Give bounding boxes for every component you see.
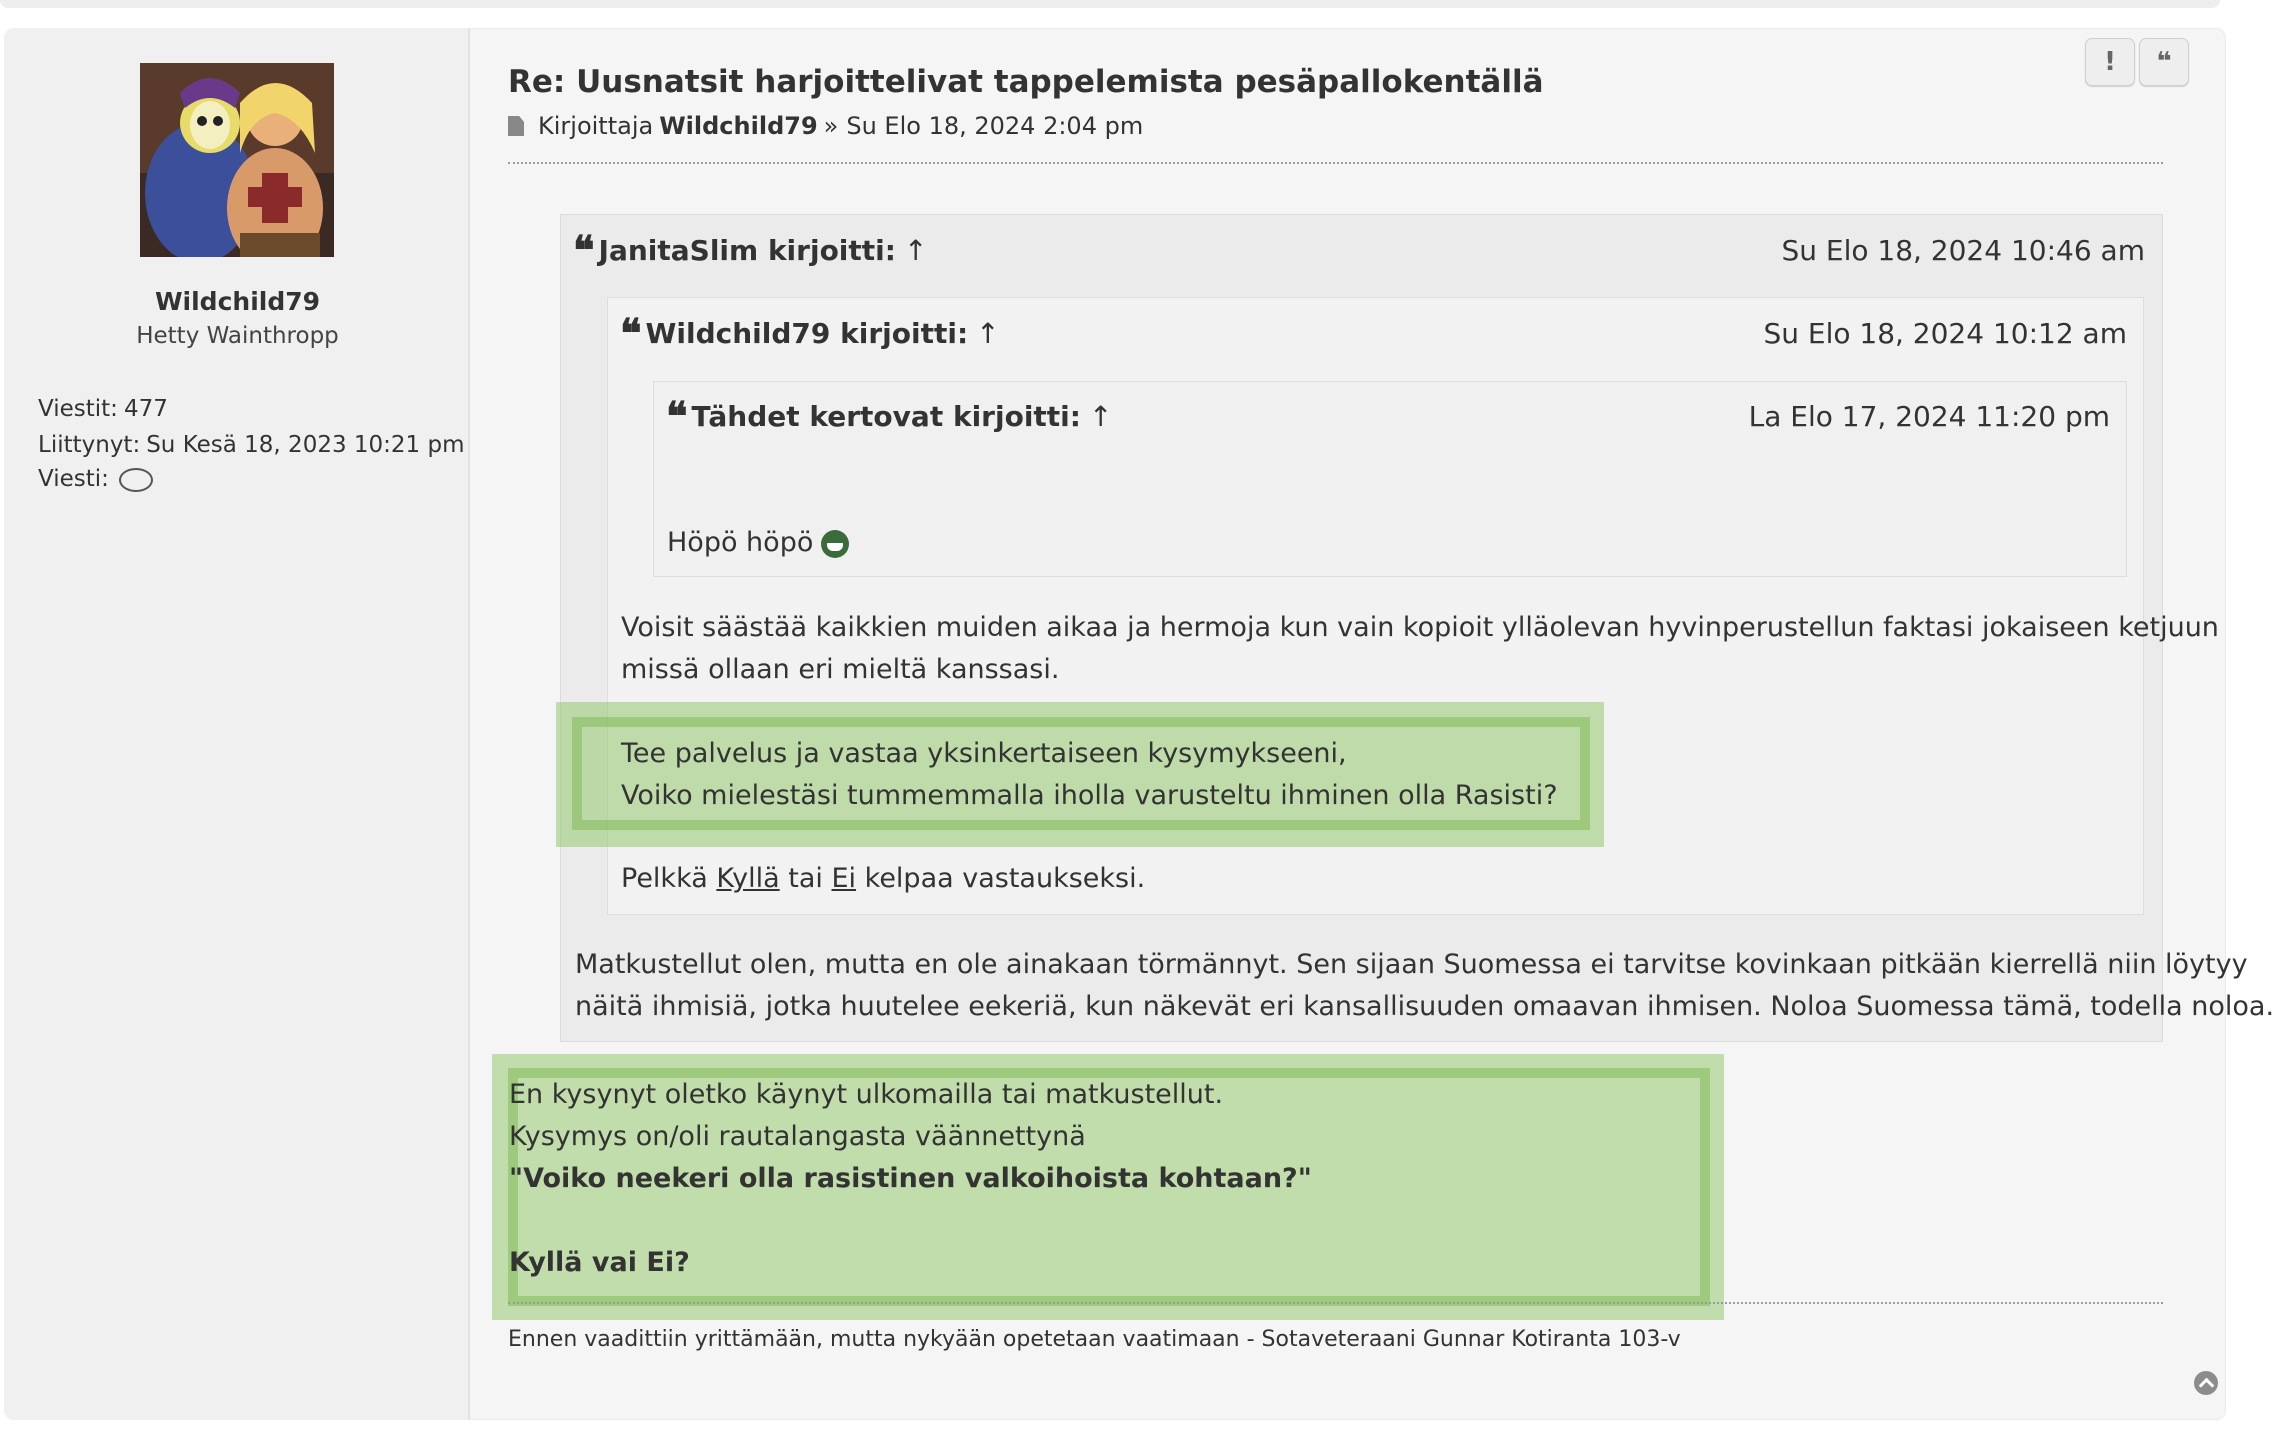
quote-line: Tee palvelus ja vastaa yksinkertaiseen kysymykseeni,: [621, 738, 1347, 769]
post-author[interactable]: Wildchild79: [659, 112, 818, 140]
header-divider: [508, 162, 2163, 164]
quote-word: tai: [788, 863, 823, 894]
quote-word-emphasis: Kyllä: [716, 863, 780, 894]
report-button[interactable]: [2085, 38, 2135, 86]
quote-line: Matkustellut olen, mutta en ole ainakaan törmännyt. Sen sijaan Suomessa ei tarvitse kovinkaan pitkään kierrellä niin löytyy: [575, 949, 2248, 980]
quote-icon: ❝: [2156, 47, 2172, 77]
message-icon[interactable]: [119, 468, 153, 492]
quote-mark-icon: ❝: [620, 309, 638, 357]
avatar-image: [140, 63, 334, 257]
quote-header: [620, 309, 1000, 357]
signature-divider: [508, 1302, 2163, 1304]
quote-paragraph-highlighted: [621, 733, 1558, 817]
signature: Ennen vaadittiin yrittämään, mutta nykyään opetetaan vaatimaan - Sotaveteraani Gunnar Kotiranta 103-v: [508, 1327, 1681, 1352]
profile-posts: [38, 396, 168, 422]
quote-author[interactable]: JanitaSlim kirjoitti:: [598, 234, 896, 267]
quote-word: Pelkkä: [621, 863, 708, 894]
grin-emoji-icon: [821, 530, 849, 558]
date-separator: »: [823, 112, 839, 140]
joined-date: Su Kesä 18, 2023 10:21 pm: [146, 432, 465, 458]
up-arrow-icon[interactable]: ↑: [1088, 400, 1113, 433]
quote-line: Voisit säästää kaikkien muiden aikaa ja hermoja kun vain kopioit ylläolevan hyvinperustellun faktasi jokaiseen ketjuun: [621, 612, 2219, 643]
quote-word: kelpaa vastaukseksi.: [864, 863, 1146, 894]
quote-paragraph: [621, 607, 2219, 691]
quote-line: näitä ihmisiä, jotka huutelee eekeriä, kun näkevät eri kansallisuuden omaavan ihmisen. Noloa Suomessa tämä, todella noloa.: [575, 991, 2275, 1022]
reply-line-bold: Kyllä vai Ei?: [509, 1247, 690, 1278]
previous-post-bottom: [0, 0, 2220, 8]
back-to-top-icon[interactable]: [2194, 1371, 2218, 1395]
quote-text: [667, 522, 849, 564]
quote-word-emphasis: Ei: [831, 863, 857, 894]
quote-line: missä ollaan eri mieltä kanssasi.: [621, 654, 1060, 685]
up-arrow-icon[interactable]: ↑: [903, 234, 928, 267]
quote-mark-icon: ❝: [573, 226, 591, 274]
quote-line: Voiko mielestäsi tummemmalla iholla varusteltu ihminen olla Rasisti?: [621, 780, 1558, 811]
quote-header: [666, 392, 1113, 440]
report-icon: !: [2104, 47, 2116, 77]
quote-author[interactable]: Wildchild79 kirjoitti:: [645, 317, 969, 350]
posts-label: Viestit:: [38, 396, 118, 422]
reply-body: [509, 1074, 1312, 1284]
quote-date: Su Elo 18, 2024 10:12 am: [1763, 317, 2127, 350]
quote-paragraph: [621, 858, 1145, 900]
quote-author[interactable]: Tähdet kertovat kirjoitti:: [691, 400, 1081, 433]
reply-line: Kysymys on/oli rautalangasta väännettynä: [509, 1121, 1086, 1152]
quote-date: Su Elo 18, 2024 10:46 am: [1781, 234, 2145, 267]
quote-paragraph: [575, 944, 2274, 1028]
post-title[interactable]: Re: Uusnatsit harjoittelivat tappelemista pesäpallokentällä: [508, 64, 1544, 100]
profile-username[interactable]: Wildchild79: [154, 287, 321, 316]
posts-count[interactable]: 477: [123, 396, 168, 422]
joined-label: Liittynyt:: [38, 432, 141, 458]
quote-text-content: Höpö höpö: [667, 527, 814, 558]
up-arrow-icon[interactable]: ↑: [976, 317, 1000, 350]
post-date: Su Elo 18, 2024 2:04 pm: [846, 112, 1144, 140]
reply-line: En kysynyt oletko käynyt ulkomailla tai matkustellut.: [509, 1079, 1224, 1110]
quote-mark-icon: ❝: [666, 392, 684, 440]
post-byline: [508, 112, 1143, 140]
quote-header: [573, 226, 928, 274]
avatar[interactable]: [140, 63, 334, 257]
reply-line-bold: "Voiko neekeri olla rasistinen valkoihoista kohtaan?": [509, 1163, 1312, 1194]
quote-date: La Elo 17, 2024 11:20 pm: [1748, 400, 2110, 433]
profile-message: [38, 466, 153, 492]
author-prefix: Kirjoittaja: [538, 112, 654, 140]
profile-joined: [38, 432, 465, 458]
profile-rank: Hetty Wainthropp: [136, 323, 339, 349]
message-label: Viesti:: [38, 466, 109, 492]
profile-arrow: [440, 80, 462, 124]
quote-button[interactable]: [2139, 38, 2189, 86]
post-icon[interactable]: [508, 116, 524, 136]
